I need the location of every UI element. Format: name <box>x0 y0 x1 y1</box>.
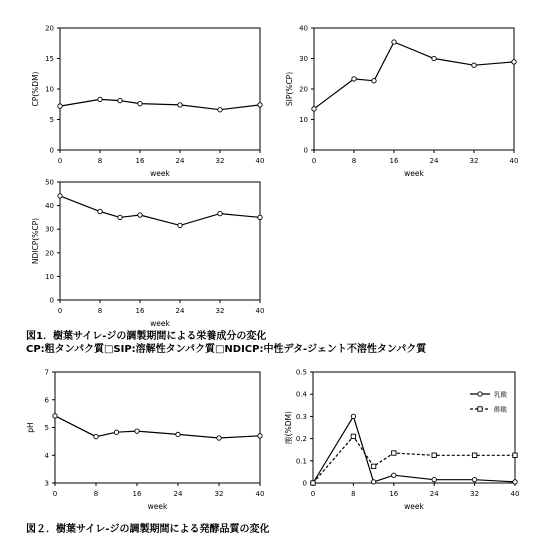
plot-frame <box>313 372 515 483</box>
figure-1-caption-line2: CP:粗タンパク質□SIP:溶解性タンパク質□NDICP:中性デタ-ジェント不溶性タンパク質 <box>26 344 427 355</box>
legend-label: 乳酸 <box>494 390 507 399</box>
data-point <box>352 77 356 81</box>
y-tick-label: 7 <box>44 368 49 377</box>
data-point <box>258 434 262 438</box>
y-tick-label: 0.3 <box>295 412 307 421</box>
ndicp-chart <box>0 170 275 328</box>
data-point <box>176 432 180 436</box>
figure-1-caption-line1: 図1．樹葉サイレ-ジの調製期間による栄養成分の変化 <box>26 331 267 342</box>
y-axis-title: SIP(%CP) <box>285 71 294 107</box>
acid-chart <box>275 360 550 520</box>
x-tick-label: 0 <box>310 490 316 498</box>
x-tick-label: 24 <box>173 490 183 498</box>
y-tick-label: 30 <box>299 55 308 63</box>
data-point <box>312 107 316 111</box>
y-axis-title: pH <box>26 422 35 433</box>
series-line <box>313 436 515 483</box>
x-tick-label: 32 <box>214 490 224 498</box>
x-tick-label: 0 <box>57 307 63 315</box>
data-point <box>392 451 396 455</box>
y-tick-label: 0.4 <box>295 390 307 399</box>
figure-1-caption <box>26 330 426 356</box>
series-line <box>314 42 514 109</box>
x-tick-label: 0 <box>57 157 63 165</box>
y-tick-label: 10 <box>45 272 54 281</box>
data-point <box>218 108 222 112</box>
data-point <box>118 215 122 219</box>
y-tick-label: 0 <box>303 146 308 155</box>
x-axis-title: week <box>404 502 424 511</box>
y-tick-label: 6 <box>44 396 49 405</box>
x-axis-title: week <box>404 169 424 178</box>
x-tick-label: 40 <box>510 490 520 498</box>
data-point <box>311 481 315 485</box>
data-point <box>98 97 102 101</box>
data-point <box>372 79 376 83</box>
y-tick-label: 0 <box>49 296 54 305</box>
x-tick-label: 0 <box>52 490 58 498</box>
series-line <box>60 196 260 226</box>
x-tick-label: 16 <box>389 157 399 165</box>
y-tick-label: 0 <box>302 479 307 488</box>
y-tick-label: 0.5 <box>295 368 307 377</box>
y-tick-label: 20 <box>45 24 54 33</box>
data-point <box>432 477 436 481</box>
x-tick-label: 8 <box>351 490 356 498</box>
data-point <box>472 63 476 67</box>
data-point <box>138 213 142 217</box>
y-axis-title: NDICP(%CP) <box>31 217 40 265</box>
data-point <box>53 414 57 418</box>
data-point <box>94 434 98 438</box>
y-tick-label: 5 <box>44 424 49 432</box>
y-tick-label: 50 <box>45 178 54 187</box>
y-tick-label: 5 <box>49 116 54 124</box>
x-tick-label: 8 <box>351 157 357 165</box>
y-axis-title: 酸(%DM) <box>284 411 293 444</box>
legend-marker <box>478 407 482 411</box>
x-tick-label: 24 <box>175 307 185 315</box>
series-line <box>55 416 260 438</box>
data-point <box>472 453 476 457</box>
data-point <box>118 98 122 102</box>
x-tick-label: 0 <box>311 157 317 165</box>
data-point <box>58 194 62 198</box>
x-tick-label: 8 <box>97 157 103 165</box>
y-tick-label: 30 <box>45 225 54 234</box>
x-tick-label: 8 <box>93 490 99 498</box>
x-tick-label: 40 <box>255 490 265 498</box>
data-point <box>513 480 517 484</box>
x-tick-label: 32 <box>470 490 480 498</box>
data-point <box>217 436 221 440</box>
data-point <box>432 453 436 457</box>
x-tick-label: 24 <box>175 157 185 165</box>
y-tick-label: 15 <box>45 55 54 63</box>
data-point <box>513 453 517 457</box>
x-axis-title: week <box>150 169 170 178</box>
ph-chart <box>0 360 275 520</box>
y-axis-title: CP(%DM) <box>31 71 40 107</box>
plot-frame <box>60 182 260 300</box>
data-point <box>351 434 355 438</box>
data-point <box>472 477 476 481</box>
data-point <box>512 60 516 64</box>
data-point <box>114 430 118 434</box>
legend-label: 酢酸 <box>494 405 507 414</box>
y-tick-label: 40 <box>299 24 308 33</box>
data-point <box>138 101 142 105</box>
x-tick-label: 16 <box>135 307 145 315</box>
y-tick-label: 0.2 <box>295 435 307 444</box>
cp-chart <box>0 0 275 178</box>
data-point <box>178 223 182 227</box>
y-tick-label: 0.1 <box>295 457 307 466</box>
x-tick-label: 16 <box>132 490 142 498</box>
data-point <box>351 414 355 418</box>
sip-chart <box>275 0 550 178</box>
data-point <box>258 103 262 107</box>
data-point <box>371 480 375 484</box>
x-tick-label: 16 <box>389 490 399 498</box>
series-line <box>313 416 515 483</box>
y-tick-label: 4 <box>44 451 49 460</box>
plot-frame <box>55 372 260 483</box>
x-tick-label: 8 <box>97 307 103 315</box>
data-point <box>371 464 375 468</box>
data-point <box>58 104 62 108</box>
figure-2-caption: 図２．樹葉サイレ-ジの調製期間による発酵品質の変化 <box>26 524 270 535</box>
data-point <box>392 40 396 44</box>
data-point <box>258 215 262 219</box>
x-tick-label: 32 <box>215 307 225 315</box>
data-point <box>135 429 139 433</box>
x-tick-label: 16 <box>135 157 145 165</box>
x-tick-label: 40 <box>509 157 519 165</box>
x-axis-title: week <box>147 502 168 511</box>
y-tick-label: 40 <box>45 202 54 211</box>
x-tick-label: 40 <box>255 157 265 165</box>
series-line <box>60 99 260 109</box>
y-tick-label: 10 <box>299 116 308 124</box>
y-tick-label: 20 <box>299 85 308 94</box>
legend-marker <box>478 392 482 396</box>
data-point <box>178 103 182 107</box>
x-tick-label: 24 <box>429 157 439 165</box>
x-axis-title: week <box>150 319 170 328</box>
data-point <box>432 56 436 60</box>
data-point <box>98 209 102 213</box>
x-tick-label: 32 <box>215 157 225 165</box>
x-tick-label: 40 <box>255 307 265 315</box>
y-tick-label: 0 <box>49 146 54 155</box>
x-tick-label: 24 <box>429 490 439 498</box>
data-point <box>218 211 222 215</box>
plot-frame <box>60 28 260 150</box>
y-tick-label: 3 <box>44 479 49 488</box>
data-point <box>392 473 396 477</box>
x-tick-label: 32 <box>469 157 479 165</box>
y-tick-label: 20 <box>45 249 54 258</box>
plot-frame <box>314 28 514 150</box>
y-tick-label: 10 <box>45 85 54 94</box>
